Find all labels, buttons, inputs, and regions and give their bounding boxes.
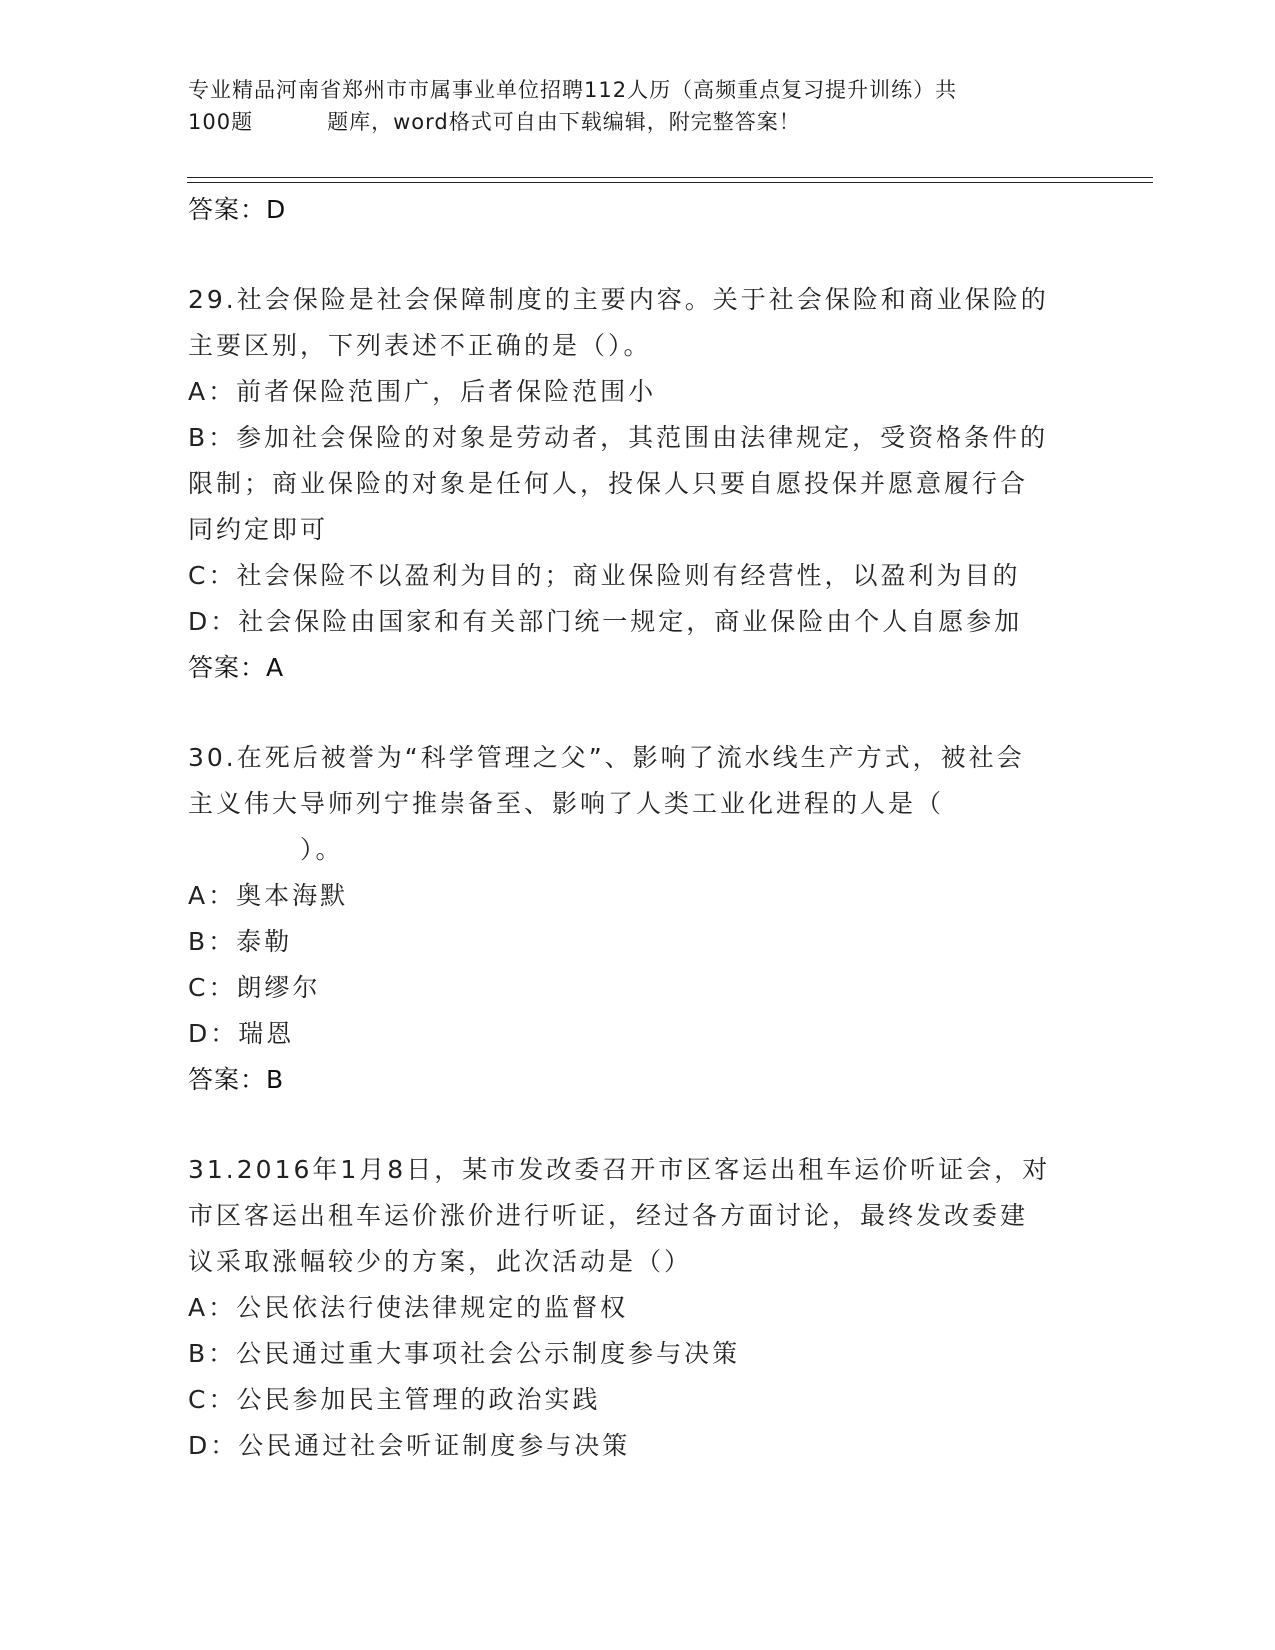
question-30-option-a: A：奥本海默 — [188, 881, 349, 910]
question-29-answer: 答案：A — [188, 653, 285, 682]
previous-answer: 答案：D — [188, 195, 287, 224]
question-list — [188, 187, 1088, 1469]
question-31-option-b: B：公民通过重大事项社会公示制度参与决策 — [188, 1339, 741, 1368]
question-30-option-c: C：朗缪尔 — [188, 973, 321, 1002]
question-31 — [188, 1147, 1088, 1469]
question-31-line-1: 31.2016年1月8日，某市发改委召开市区客运出租车运价听证会，对 — [188, 1155, 1051, 1184]
question-30 — [188, 735, 1088, 1103]
question-31-option-a: A：公民依法行使法律规定的监督权 — [188, 1293, 629, 1322]
question-31-line-3: 议采取涨幅较少的方案，此次活动是（） — [188, 1247, 693, 1276]
question-30-line-1: 30.在死后被誉为“科学管理之父”、影响了流水线生产方式，被社会 — [188, 743, 1025, 772]
header-divider-bottom — [187, 182, 1153, 183]
question-31-option-c: C：公民参加民主管理的政治实践 — [188, 1385, 601, 1414]
question-30-line-3: ）。 — [300, 835, 344, 864]
header-divider-top — [187, 177, 1153, 178]
question-30-option-d: D：瑞恩 — [188, 1019, 295, 1048]
question-29-option-b-line-1: B：参加社会保险的对象是劳动者，其范围由法律规定，受资格条件的 — [188, 423, 1049, 452]
page-header — [188, 74, 1088, 138]
question-29-option-b-line-3: 同约定即可 — [188, 515, 329, 544]
question-29-line-2: 主要区别，下列表述不正确的是（）。 — [188, 331, 652, 360]
question-29-line-1: 29.社会保险是社会保障制度的主要内容。关于社会保险和商业保险的 — [188, 285, 1049, 314]
header-title-line-1: 专业精品河南省郑州市市属事业单位招聘112人历（高频重点复习提升训练）共 — [188, 78, 958, 102]
question-29 — [188, 277, 1088, 691]
question-29-option-b-line-2: 限制；商业保险的对象是任何人，投保人只要自愿投保并愿意履行合 — [188, 469, 1029, 498]
question-29-option-a: A：前者保险范围广，后者保险范围小 — [188, 377, 657, 406]
question-30-option-b: B：泰勒 — [188, 927, 293, 956]
header-title-line-2 — [188, 106, 1088, 138]
question-30-line-2: 主义伟大导师列宁推崇备至、影响了人类工业化进程的人是（ — [188, 789, 945, 818]
question-31-line-2: 市区客运出租车运价涨价进行听证，经过各方面讨论，最终发改委建 — [188, 1201, 1029, 1230]
question-30-answer: 答案：B — [188, 1065, 285, 1094]
question-29-option-c: C：社会保险不以盈利为目的；商业保险则有经营性，以盈利为目的 — [188, 561, 1021, 590]
question-31-option-d: D：公民通过社会听证制度参与决策 — [188, 1431, 631, 1460]
question-29-option-d: D：社会保险由国家和有关部门统一规定，商业保险由个人自愿参加 — [188, 607, 1023, 636]
header-description: 题库，word格式可自由下载编辑，附完整答案！ — [327, 110, 801, 134]
header-question-count: 100题 — [188, 110, 254, 134]
